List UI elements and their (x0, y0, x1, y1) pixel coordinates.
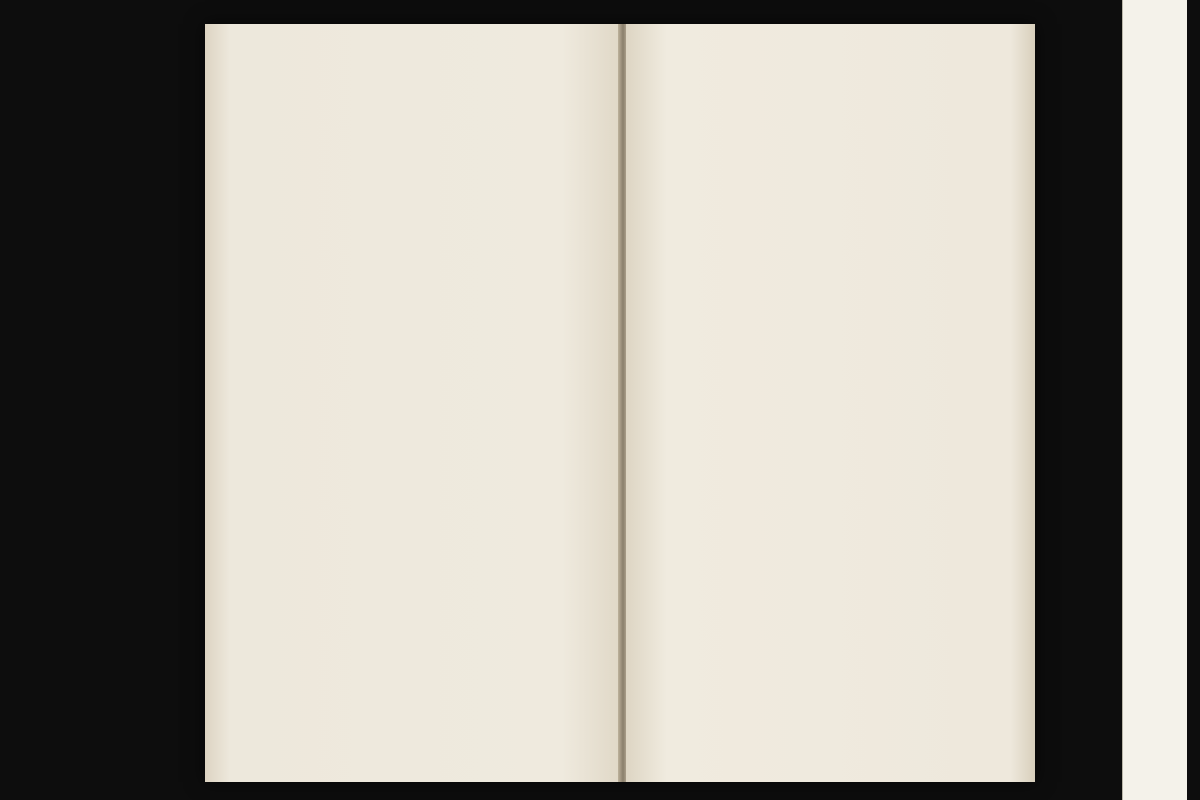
left-page (205, 24, 620, 782)
right-page (626, 24, 1035, 782)
open-book (205, 24, 1035, 782)
measurement-ruler (1122, 0, 1187, 800)
